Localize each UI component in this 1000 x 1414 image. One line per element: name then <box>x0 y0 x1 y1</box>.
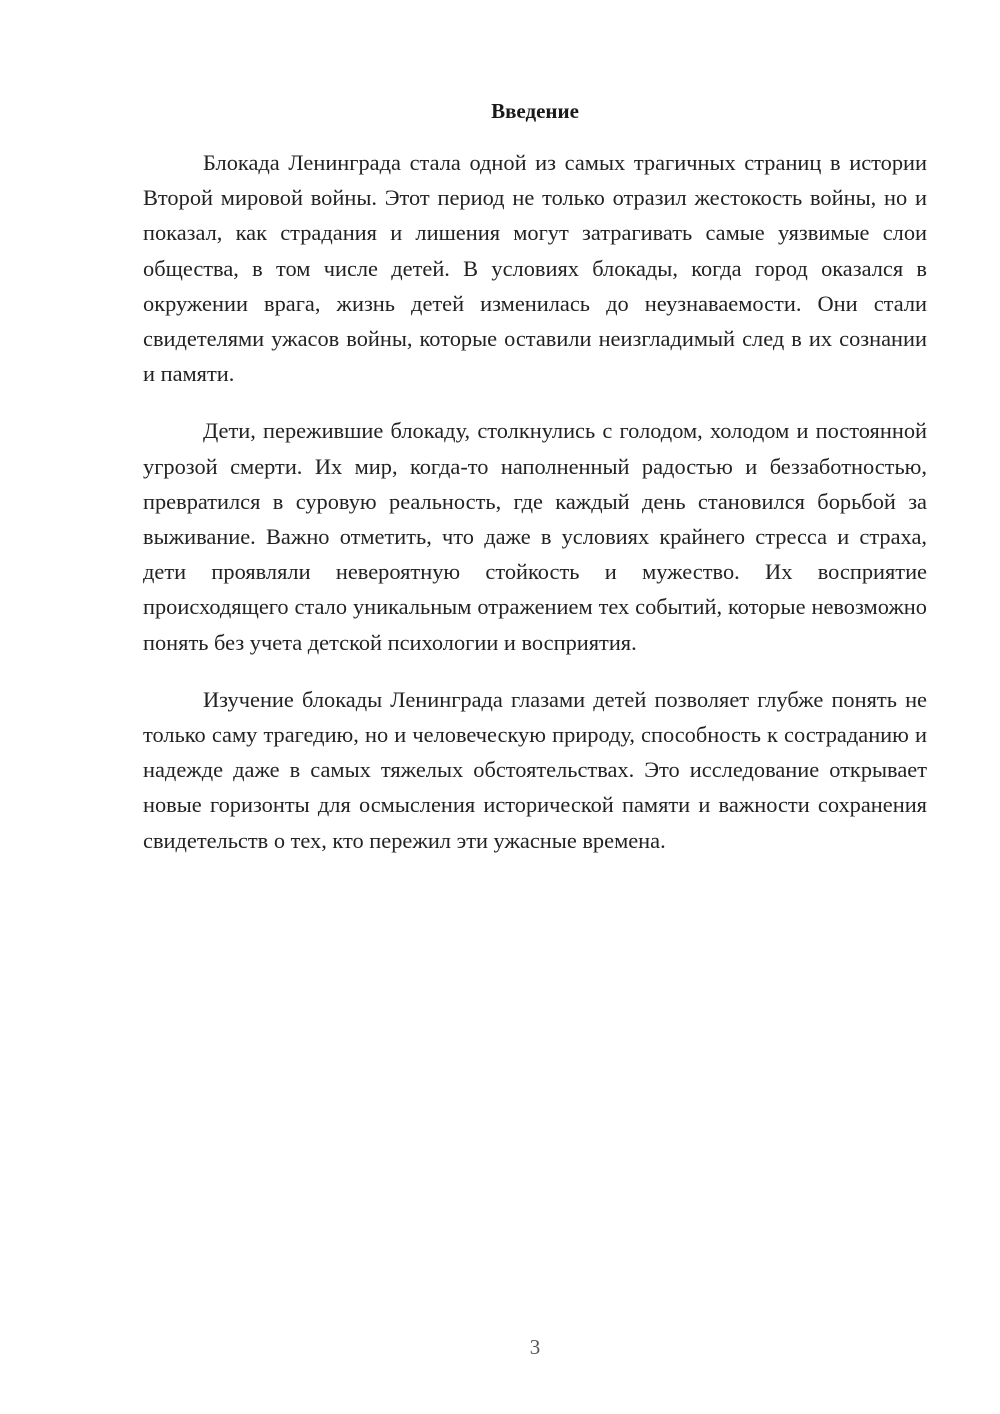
page-number: 3 <box>529 1335 541 1359</box>
paragraph-3: Изучение блокады Ленинграда глазами детей позволяет глубже понять не только саму трагедию, но и человеческую природу, способность к состраданию и надежде даже в самых тяжелых обстоятельствах. Это исследование открывает новые горизонты для осмысления исторической памяти и важности сохранения свидетельств о тех, кто пережил эти ужасные времена. <box>143 686 927 853</box>
paragraph-1: Блокада Ленинграда стала одной из самых трагичных страниц в истории Второй мировой войны. Этот период не только отразил жестокость войны, но и показал, как страдания и лишения могут затрагивать самые уязвимые слои общества, в том числе детей. В условиях блокады, когда город оказался в окружении врага, жизнь детей изменилась до неузнаваемости. Они стали свидетелями ужасов войны, которые оставили неизгладимый след в их сознании и памяти. <box>143 150 927 387</box>
body-text <box>143 145 927 880</box>
section-heading: Введение <box>491 99 579 123</box>
paragraph-2: Дети, пережившие блокаду, столкнулись с голодом, холодом и постоянной угрозой смерти. Их мир, когда-то наполненный радостью и беззаботностью, превратился в суровую реальность, где каждый день становился борьбой за выживание. Важно отметить, что даже в условиях крайнего стресса и страха, дети проявляли невероятную стойкость и мужество. Их восприятие происходящего стало уникальным отражением тех событий, которые невозможно понять без учета детской психологии и восприятия. <box>143 418 927 655</box>
